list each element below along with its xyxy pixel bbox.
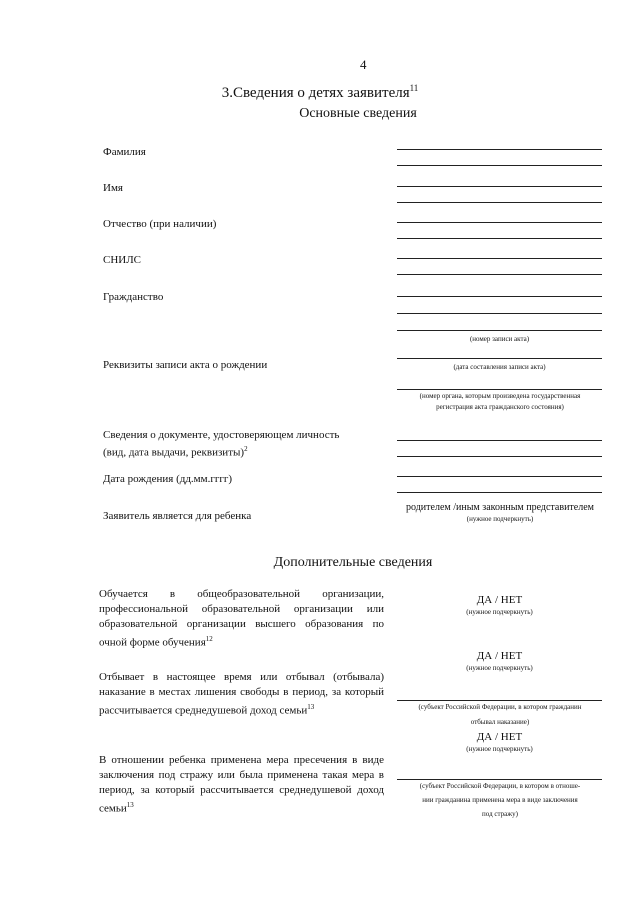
imprisonment-text [99, 670, 384, 719]
section-footnote: 11 [409, 83, 419, 93]
id-document-line2-text: (вид, дата выдачи, реквизиты) [103, 446, 245, 459]
record-number-line[interactable] [397, 330, 602, 331]
section-title [0, 83, 640, 102]
snils-label: СНИЛС [103, 254, 142, 266]
basic-heading: Основные сведения [299, 106, 417, 121]
birth-date-line-2[interactable] [397, 492, 602, 493]
patronymic-label: Отчество (при наличии) [103, 218, 217, 230]
id-document-footnote: 2 [244, 445, 248, 453]
birth-date-line-1[interactable] [397, 476, 602, 477]
organ-caption-line1: (номер органа, которым произведена государственная [419, 392, 581, 400]
snils-line-1[interactable] [397, 258, 602, 259]
imprisonment-subject-line1: (субъект Российской Федерации, в котором гражданин [418, 703, 582, 711]
record-date-line[interactable] [397, 358, 602, 359]
imprisonment-hint: (нужное подчеркнуть) [466, 664, 533, 672]
id-document-line1: Сведения о документе, удостоверяющем личность [103, 429, 340, 441]
name-line-2[interactable] [397, 202, 602, 203]
education-footnote: 12 [205, 635, 213, 643]
name-line-1[interactable] [397, 186, 602, 187]
surname-label: Фамилия [103, 146, 146, 158]
id-document-line2 [103, 442, 339, 460]
imprisonment-subject-line2: отбывал наказание) [470, 718, 530, 726]
applicant-is-label: Заявитель является для ребенка [103, 510, 252, 522]
detention-subject-line1: (субъект Российской Федерации, в котором в отноше- [419, 782, 581, 790]
detention-hint: (нужное подчеркнуть) [466, 745, 533, 753]
imprisonment-subject-line[interactable] [397, 700, 602, 701]
section-title-text: 3.Сведения о детях заявителя [221, 85, 410, 101]
education-hint: (нужное подчеркнуть) [466, 608, 533, 616]
imprisonment-answer[interactable]: ДА / НЕТ [476, 650, 523, 662]
birth-record-label: Реквизиты записи акта о рождении [103, 359, 268, 371]
organ-line[interactable] [397, 389, 602, 390]
detention-text [99, 753, 384, 817]
detention-subject-line2: нии гражданина применена мера в виде заключения [422, 796, 578, 804]
citizenship-label: Гражданство [103, 291, 164, 303]
imprisonment-footnote: 13 [307, 703, 315, 711]
record-number-caption: (номер записи акта) [469, 335, 530, 343]
organ-caption-line2: регистрация акта гражданского состояния) [436, 403, 564, 411]
detention-subject-line[interactable] [397, 779, 602, 780]
page-number: 4 [360, 57, 367, 72]
surname-line-1[interactable] [397, 149, 602, 150]
detention-text-body: В отношении ребенка применена мера пресечения в виде заключения под стражу или была применена такая мера в период, за который рассчитывается среднедушевой доход семьи [99, 754, 384, 815]
patronymic-line-2[interactable] [397, 238, 602, 239]
id-document-label [103, 428, 339, 460]
imprisonment-subject-caption [390, 702, 610, 728]
roles-options[interactable]: родителем /иным законным представителем [406, 502, 594, 513]
organ-caption [390, 391, 610, 413]
patronymic-line-1[interactable] [397, 222, 602, 223]
education-answer[interactable]: ДА / НЕТ [476, 594, 523, 606]
id-document-line-a[interactable] [397, 440, 602, 441]
record-date-caption: (дата составления записи акта) [453, 363, 546, 371]
detention-subject-caption [390, 781, 610, 820]
education-text [99, 587, 384, 651]
surname-line-2[interactable] [397, 165, 602, 166]
name-label: Имя [103, 182, 123, 194]
education-text-body: Обучается в общеобразовательной организации, профессиональной образовательной организации или образовательной организации высшего образования по очной форме обучения [99, 588, 384, 649]
additional-heading: Дополнительные сведения [273, 555, 433, 570]
citizenship-line-2[interactable] [397, 313, 602, 314]
roles-hint: (нужное подчеркнуть) [466, 515, 534, 523]
imprisonment-text-body: Отбывает в настоящее время или отбывал (отбывала) наказание в местах лишения свободы в период, за который рассчитывается среднедушевой доход семьи [99, 671, 384, 717]
citizenship-line-1[interactable] [397, 296, 602, 297]
detention-subject-line3: под стражу) [482, 810, 518, 818]
detention-footnote: 13 [126, 801, 134, 809]
detention-answer[interactable]: ДА / НЕТ [476, 731, 523, 743]
snils-line-2[interactable] [397, 274, 602, 275]
birth-date-label: Дата рождения (дд.мм.гггг) [103, 473, 233, 485]
id-document-line-b[interactable] [397, 456, 602, 457]
